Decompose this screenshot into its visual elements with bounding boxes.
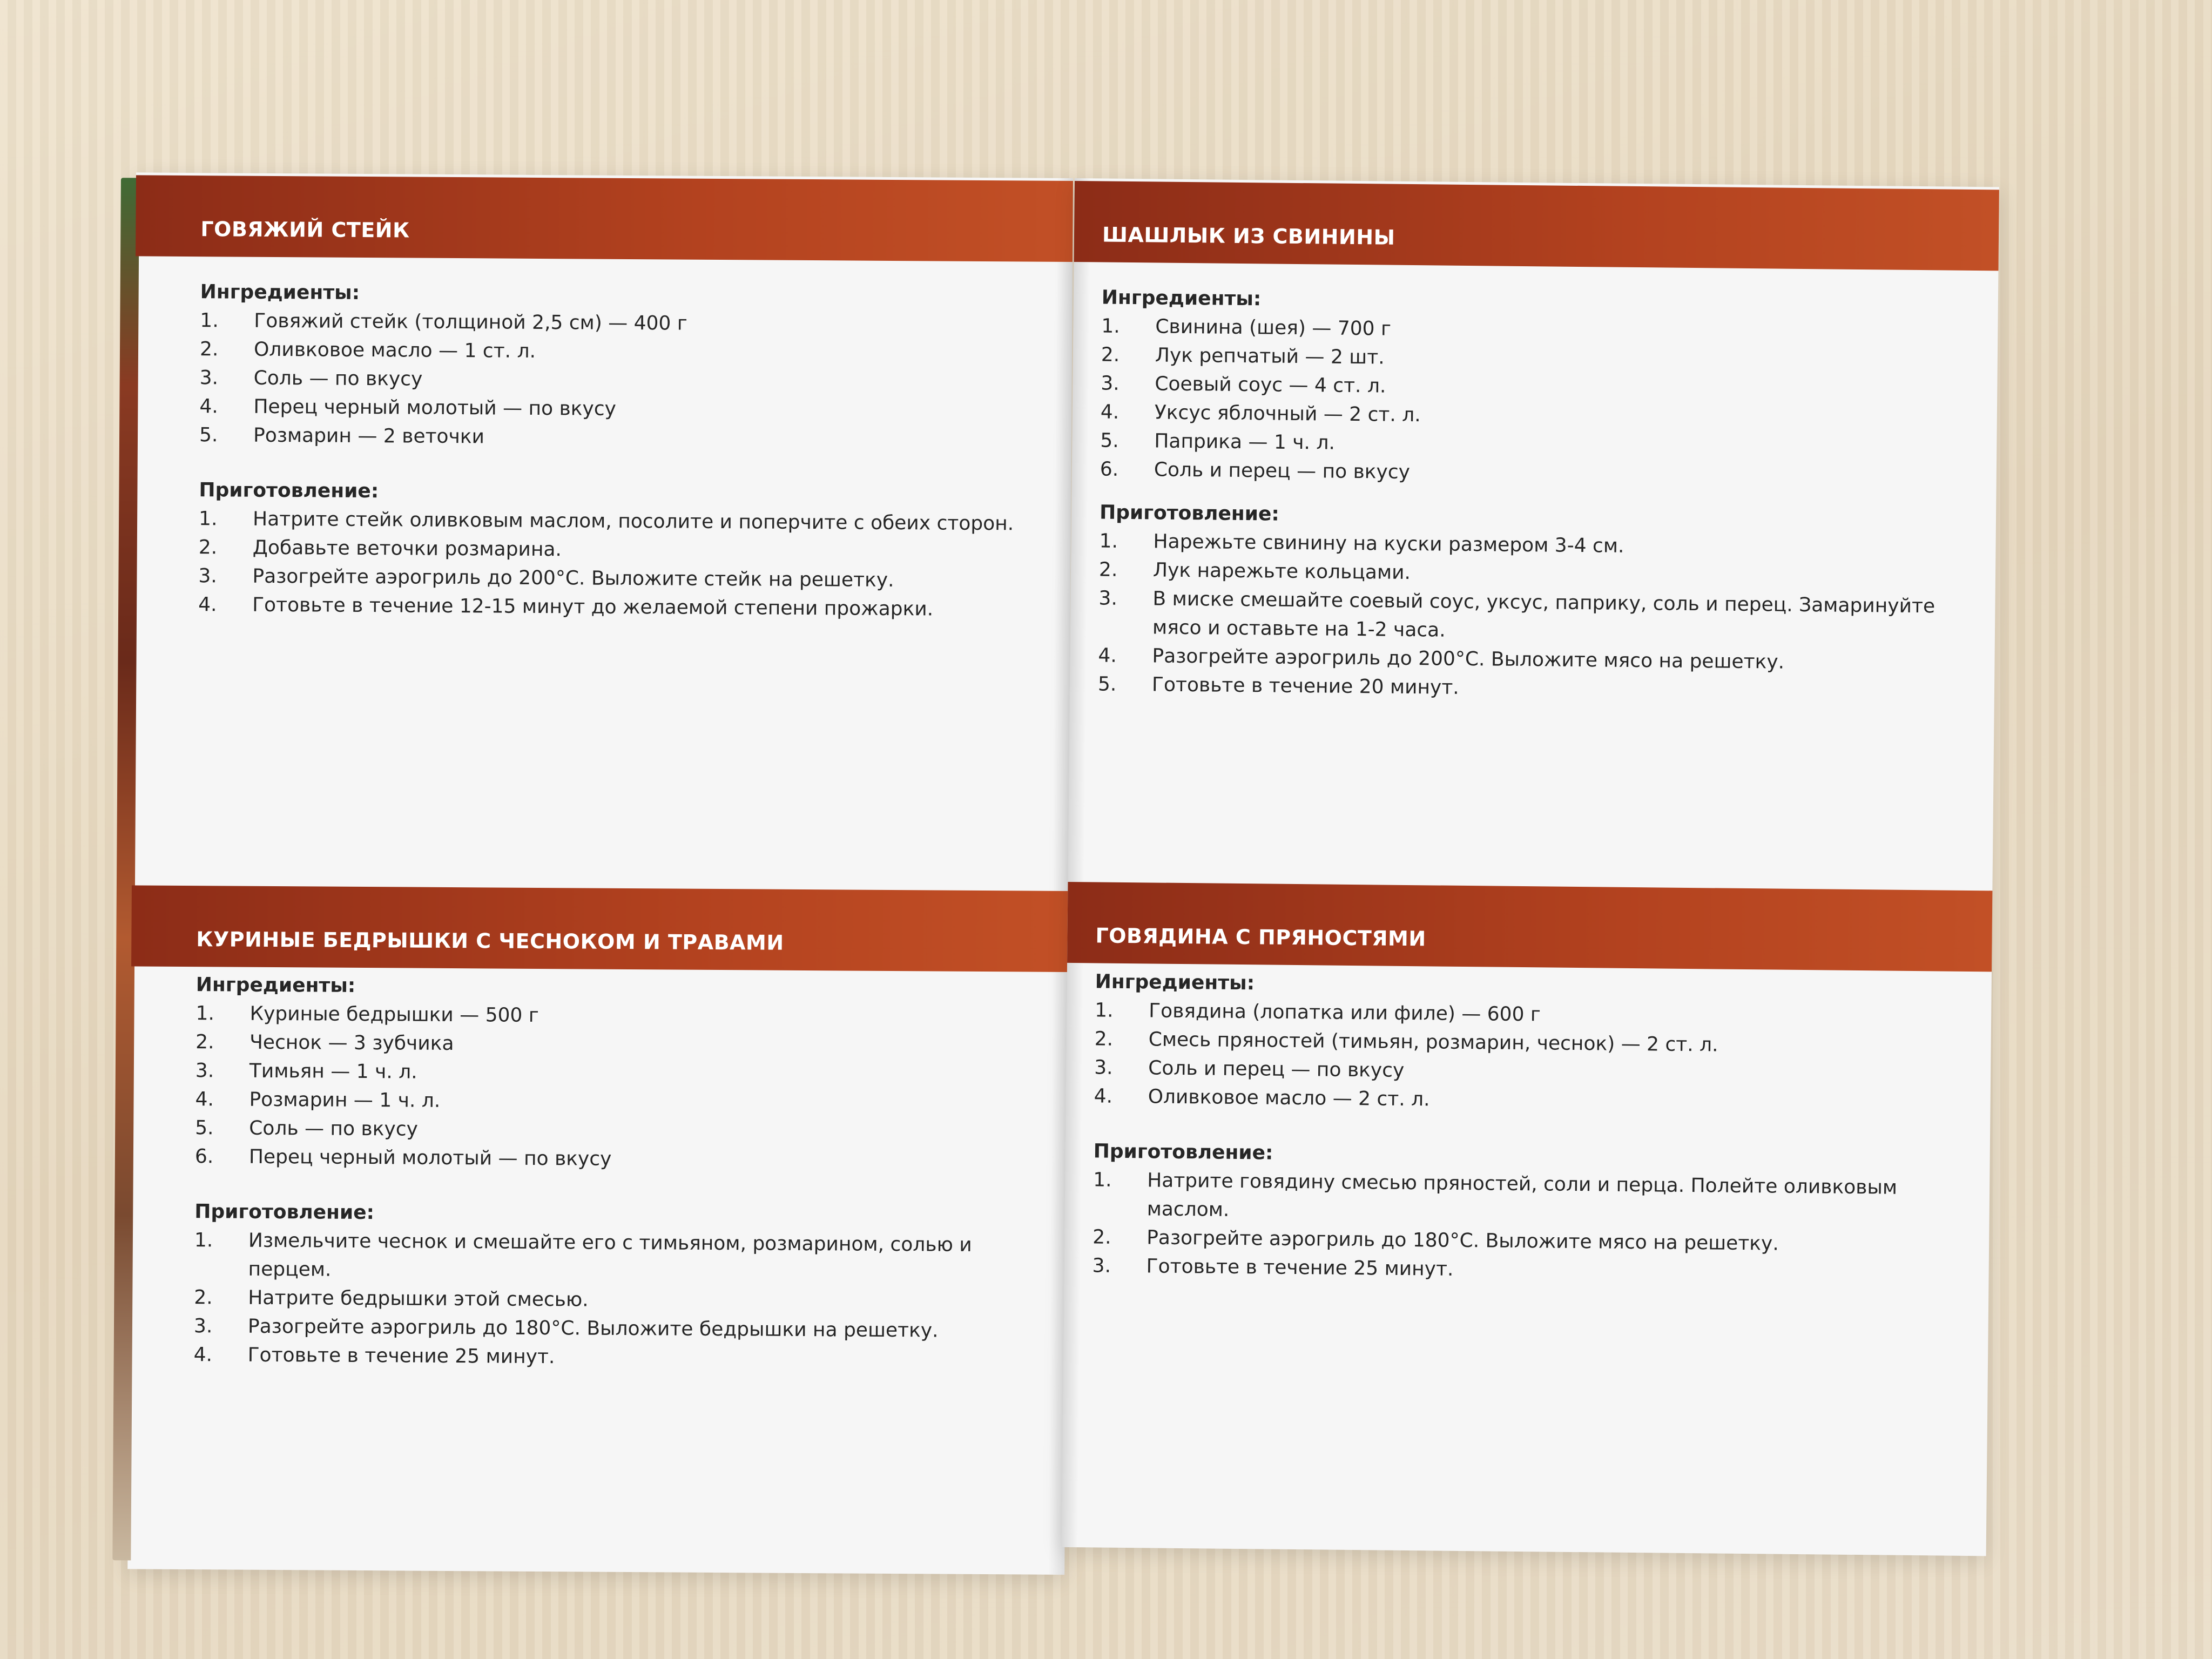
recipe-title-beef-steak: ГОВЯЖИЙ СТЕЙК [200, 217, 410, 242]
item-number: 4. [199, 395, 218, 418]
preparation-heading: Приготовление: [194, 1201, 375, 1224]
list-item [193, 1340, 1036, 1374]
item-text: Соль — по вкусу [249, 1117, 419, 1141]
item-text: Готовьте в течение 25 минут. [247, 1344, 555, 1368]
item-number: 5. [1100, 429, 1119, 452]
list-item [195, 999, 1038, 1033]
preparation-heading: Приготовление: [199, 479, 379, 503]
item-text: Добавьте веточки розмарина. [252, 536, 562, 561]
item-text: Разогрейте аэрогриль до 200°С. Выложите мясо на решетку. [1152, 645, 1785, 673]
item-number: 3. [193, 1315, 213, 1338]
recipe-pork-shashlik [1098, 284, 1944, 706]
ingredients-heading: Ингредиенты: [1095, 970, 1255, 995]
list-item [195, 1142, 1037, 1176]
ingredients-heading: Ингредиенты: [195, 974, 356, 997]
preparation-steps-list [198, 504, 1041, 624]
item-number: 4. [1100, 401, 1120, 423]
left-page [127, 172, 1073, 1575]
item-text: Чеснок — 3 зубчика [249, 1031, 454, 1055]
recipe-title-band [1074, 181, 1999, 271]
ingredients-list [199, 306, 1043, 455]
item-text: Паприка — 1 ч. л. [1154, 430, 1336, 454]
item-number: 1. [198, 508, 218, 530]
list-item [198, 562, 1041, 596]
item-text: Готовьте в течение 20 минут. [1151, 673, 1459, 699]
item-text: Свинина (шея) — 700 г [1155, 315, 1392, 340]
item-text: Оливковое масло — 1 ст. л. [253, 338, 536, 362]
item-text: Лук репчатый — 2 шт. [1155, 344, 1385, 369]
ingredients-heading: Ингредиенты: [1101, 286, 1262, 311]
item-text: Смесь пряностей (тимьян, розмарин, чеснок) — 2 ст. л. [1148, 1028, 1718, 1056]
list-item [199, 504, 1041, 538]
list-item [200, 306, 1042, 340]
recipe-beef-steak [198, 278, 1043, 624]
item-number: 6. [194, 1145, 214, 1168]
item-number: 5. [1097, 673, 1117, 696]
item-number: 3. [1101, 372, 1120, 395]
item-text: Тимьян — 1 ч. л. [249, 1060, 417, 1083]
item-text: Говяжий стейк (толщиной 2,5 см) — 400 г [254, 309, 687, 335]
right-page [1062, 178, 1999, 1556]
item-number: 1. [194, 1229, 213, 1252]
ingredients-heading: Ингредиенты: [200, 281, 360, 304]
list-item [199, 392, 1042, 426]
item-text: Уксус яблочный — 2 ст. л. [1154, 401, 1421, 427]
item-number: 2. [1101, 343, 1120, 366]
preparation-heading: Приготовление: [1099, 501, 1279, 525]
recipe-title-pork-shashlik: ШАШЛЫК ИЗ СВИНИНЫ [1102, 222, 1395, 249]
item-number: 1. [195, 1002, 215, 1025]
item-number: 2. [199, 338, 219, 361]
item-text: Лук нарежьте кольцами. [1152, 559, 1411, 584]
recipe-title-band [1067, 882, 1992, 972]
recipe-spiced-beef [1092, 968, 1937, 1288]
item-text: Разогрейте аэрогриль до 180°С. Выложите бедрышки на решетку. [247, 1315, 939, 1342]
item-text: Перец черный молотый — по вкусу [248, 1145, 612, 1170]
item-number: 2. [1092, 1226, 1111, 1249]
item-number: 4. [1094, 1085, 1113, 1108]
item-text: Соль и перец — по вкусу [1148, 1057, 1405, 1082]
item-text: Натрите говядину смесью пряностей, соли и перца. Полейте оливковым маслом. [1147, 1169, 1898, 1221]
list-item [198, 590, 1041, 624]
list-item [199, 533, 1041, 567]
item-text: Розмарин — 1 ч. л. [249, 1088, 441, 1112]
item-number: 4. [198, 594, 217, 616]
item-number: 3. [199, 367, 219, 389]
item-number: 2. [1098, 558, 1118, 581]
recipe-chicken-thighs [193, 971, 1038, 1374]
item-number: 4. [1098, 644, 1117, 667]
recipe-title-spiced-beef: ГОВЯДИНА С ПРЯНОСТЯМИ [1095, 923, 1426, 951]
item-number: 1. [200, 309, 219, 332]
item-number: 1. [1099, 530, 1118, 552]
item-text: Розмарин — 2 веточки [253, 424, 485, 448]
list-item [195, 1085, 1037, 1119]
item-number: 3. [195, 1060, 214, 1082]
item-text: Говядина (лопатка или филе) — 600 г [1149, 1000, 1541, 1026]
item-text: Готовьте в течение 25 минут. [1146, 1255, 1454, 1280]
ingredients-list [1094, 996, 1937, 1118]
list-item [200, 335, 1042, 369]
recipe-title-band [131, 885, 1069, 972]
ingredients-list [195, 999, 1038, 1176]
list-item [1098, 584, 1941, 649]
item-number: 3. [1094, 1056, 1113, 1079]
item-text: Оливковое масло — 2 ст. л. [1148, 1085, 1430, 1111]
item-text: Разогрейте аэрогриль до 180°С. Выложите мясо на решетку. [1146, 1226, 1779, 1255]
item-number: 3. [1098, 587, 1118, 610]
recipe-title-chicken-thighs: КУРИНЫЕ БЕДРЫШКИ С ЧЕСНОКОМ И ТРАВАМИ [196, 927, 784, 955]
item-number: 5. [199, 424, 218, 447]
item-number: 2. [195, 1031, 214, 1054]
preparation-steps-list [1092, 1165, 1936, 1288]
preparation-steps-list [1098, 527, 1942, 706]
list-item [194, 1226, 1037, 1289]
list-item [200, 363, 1042, 397]
item-number: 2. [198, 536, 218, 559]
item-number: 1. [1092, 1169, 1112, 1191]
list-item [195, 1056, 1038, 1090]
list-item [199, 421, 1042, 455]
item-text: Готовьте в течение 12-15 минут до желаемой степени прожарки. [252, 594, 934, 621]
ingredients-list [1100, 312, 1944, 491]
list-item [194, 1283, 1036, 1317]
item-number: 6. [1100, 458, 1119, 481]
item-number: 1. [1095, 999, 1114, 1022]
item-number: 2. [1094, 1028, 1114, 1050]
item-text: Перец черный молотый — по вкусу [253, 395, 617, 420]
preparation-heading: Приготовление: [1093, 1140, 1273, 1164]
item-text: В миске смешайте соевый соус, уксус, паприку, соль и перец. Замаринуйте мясо и оставьте на 1-2 часа. [1152, 588, 1936, 642]
item-text: Куриные бедрышки — 500 г [249, 1002, 539, 1027]
item-number: 4. [193, 1344, 213, 1366]
list-item [194, 1312, 1036, 1346]
preparation-steps-list [193, 1226, 1037, 1374]
list-item [1092, 1165, 1936, 1231]
item-text: Соль и перец — по вкусу [1154, 458, 1411, 483]
recipe-title-band [136, 175, 1073, 262]
item-text: Измельчите чеснок и смешайте его с тимьяном, розмарином, солью и перцем. [248, 1229, 972, 1281]
item-text: Натрите бедрышки этой смесью. [248, 1286, 589, 1311]
list-item [195, 1028, 1038, 1062]
item-number: 4. [195, 1088, 214, 1111]
item-text: Нарежьте свинину на куски размером 3-4 см. [1153, 530, 1624, 557]
item-number: 1. [1101, 315, 1120, 338]
item-text: Соль — по вкусу [253, 367, 423, 390]
item-text: Натрите стейк оливковым маслом, посолите и поперчите с обеих сторон. [252, 508, 1014, 535]
item-number: 5. [195, 1117, 214, 1139]
item-number: 2. [194, 1286, 213, 1309]
item-text: Разогрейте аэрогриль до 200°С. Выложите стейк на решетку. [252, 565, 894, 591]
item-text: Соевый соус — 4 ст. л. [1155, 373, 1386, 397]
item-number: 3. [1092, 1255, 1111, 1277]
item-number: 3. [198, 565, 217, 588]
list-item [195, 1114, 1037, 1148]
